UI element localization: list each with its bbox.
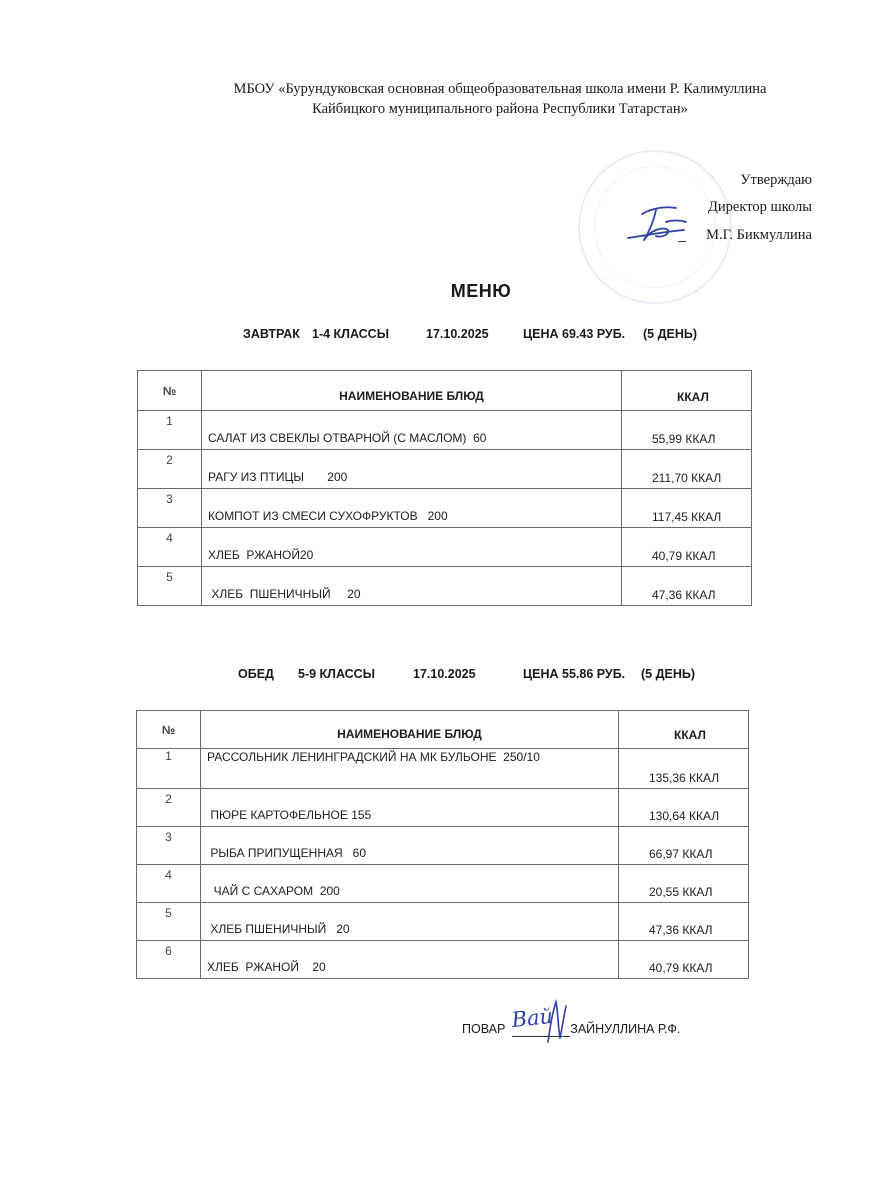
lunch-day: (5 ДЕНЬ) xyxy=(641,667,696,681)
lunch-table xyxy=(136,710,749,979)
table-row xyxy=(138,567,752,606)
dish-kcal: 20,55 ККАЛ xyxy=(619,865,749,903)
dish-name: ХЛЕБ ПШЕНИЧНЫЙ 20 xyxy=(201,903,619,941)
approval-label: Утверждаю xyxy=(740,172,812,188)
column-header-name: НАИМЕНОВАНИЕ БЛЮД xyxy=(201,711,619,749)
dish-kcal: 135,36 ККАЛ xyxy=(619,749,749,789)
dish-name: РАССОЛЬНИК ЛЕНИНГРАДСКИЙ НА МК БУЛЬОНЕ 250/10 xyxy=(201,749,619,789)
table-row xyxy=(138,528,752,567)
dish-kcal: 47,36 ККАЛ xyxy=(622,567,752,606)
table-row xyxy=(137,789,749,827)
table-row xyxy=(137,941,749,979)
lunch-classes: 5-9 КЛАССЫ xyxy=(298,667,375,681)
breakfast-meal: ЗАВТРАК xyxy=(243,327,300,341)
dish-kcal: 47,36 ККАЛ xyxy=(619,903,749,941)
row-number: 3 xyxy=(138,489,202,528)
dish-name: РАГУ ИЗ ПТИЦЫ 200 xyxy=(202,450,622,489)
cook-label: ПОВАР xyxy=(462,1022,506,1036)
lunch-price: ЦЕНА 55.86 РУБ. xyxy=(523,667,626,681)
menu-title: МЕНЮ xyxy=(450,281,512,301)
cook-signature-flourish xyxy=(540,998,570,1044)
row-number: 4 xyxy=(138,528,202,567)
breakfast-table xyxy=(137,370,752,606)
dish-kcal: 211,70 ККАЛ xyxy=(622,450,752,489)
column-header-num: № xyxy=(138,371,202,411)
dish-name: САЛАТ ИЗ СВЕКЛЫ ОТВАРНОЙ (С МАСЛОМ) 60 xyxy=(202,411,622,450)
dish-kcal: 55,99 ККАЛ xyxy=(622,411,752,450)
dish-kcal: 130,64 ККАЛ xyxy=(619,789,749,827)
table-header-row xyxy=(137,711,749,749)
row-number: 1 xyxy=(137,749,201,789)
dish-name: РЫБА ПРИПУЩЕННАЯ 60 xyxy=(201,827,619,865)
column-header-kcal: ККАЛ xyxy=(622,371,752,411)
school-header xyxy=(120,79,873,119)
row-number: 6 xyxy=(137,941,201,979)
table-row xyxy=(137,827,749,865)
director-signature xyxy=(622,200,692,248)
column-header-kcal: ККАЛ xyxy=(619,711,749,749)
row-number: 2 xyxy=(137,789,201,827)
director-position: Директор школы xyxy=(708,199,812,215)
table-row xyxy=(137,749,749,789)
lunch-date: 17.10.2025 xyxy=(413,667,476,681)
row-number: 3 xyxy=(137,827,201,865)
breakfast-price: ЦЕНА 69.43 РУБ. xyxy=(523,327,626,341)
breakfast-day: (5 ДЕНЬ) xyxy=(643,327,698,341)
school-name-line-1: МБОУ «Бурундуковская основная общеобразовательная школа имени Р. Калимуллина xyxy=(233,81,767,97)
table-row xyxy=(137,903,749,941)
cook-signature: Вай xyxy=(510,1003,555,1033)
column-header-name: НАИМЕНОВАНИЕ БЛЮД xyxy=(202,371,622,411)
column-header-num: № xyxy=(137,711,201,749)
table-row xyxy=(138,411,752,450)
dish-kcal: 40,79 ККАЛ xyxy=(619,941,749,979)
dish-name: ХЛЕБ РЖАНОЙ20 xyxy=(202,528,622,567)
row-number: 4 xyxy=(137,865,201,903)
row-number: 1 xyxy=(138,411,202,450)
breakfast-classes: 1-4 КЛАССЫ xyxy=(312,327,389,341)
row-number: 5 xyxy=(137,903,201,941)
dish-kcal: 40,79 ККАЛ xyxy=(622,528,752,567)
dish-name: КОМПОТ ИЗ СМЕСИ СУХОФРУКТОВ 200 xyxy=(202,489,622,528)
breakfast-date: 17.10.2025 xyxy=(426,327,489,341)
dish-name: ХЛЕБ ПШЕНИЧНЫЙ 20 xyxy=(202,567,622,606)
dish-name: ХЛЕБ РЖАНОЙ 20 xyxy=(201,941,619,979)
dish-name: ПЮРЕ КАРТОФЕЛЬНОЕ 155 xyxy=(201,789,619,827)
school-name-line-2: Кайбицкого муниципального района Республики Татарстан» xyxy=(312,101,688,117)
row-number: 5 xyxy=(138,567,202,606)
table-row xyxy=(138,489,752,528)
row-number: 2 xyxy=(138,450,202,489)
table-row xyxy=(138,450,752,489)
dish-kcal: 66,97 ККАЛ xyxy=(619,827,749,865)
director-name: М.Г. Бикмуллина xyxy=(706,227,812,243)
dish-name: ЧАЙ С САХАРОМ 200 xyxy=(201,865,619,903)
cook-name: ЗАЙНУЛЛИНА Р.Ф. xyxy=(570,1022,681,1036)
lunch-meal: ОБЕД xyxy=(238,667,274,681)
table-row xyxy=(137,865,749,903)
dish-kcal: 117,45 ККАЛ xyxy=(622,489,752,528)
table-header-row xyxy=(138,371,752,411)
